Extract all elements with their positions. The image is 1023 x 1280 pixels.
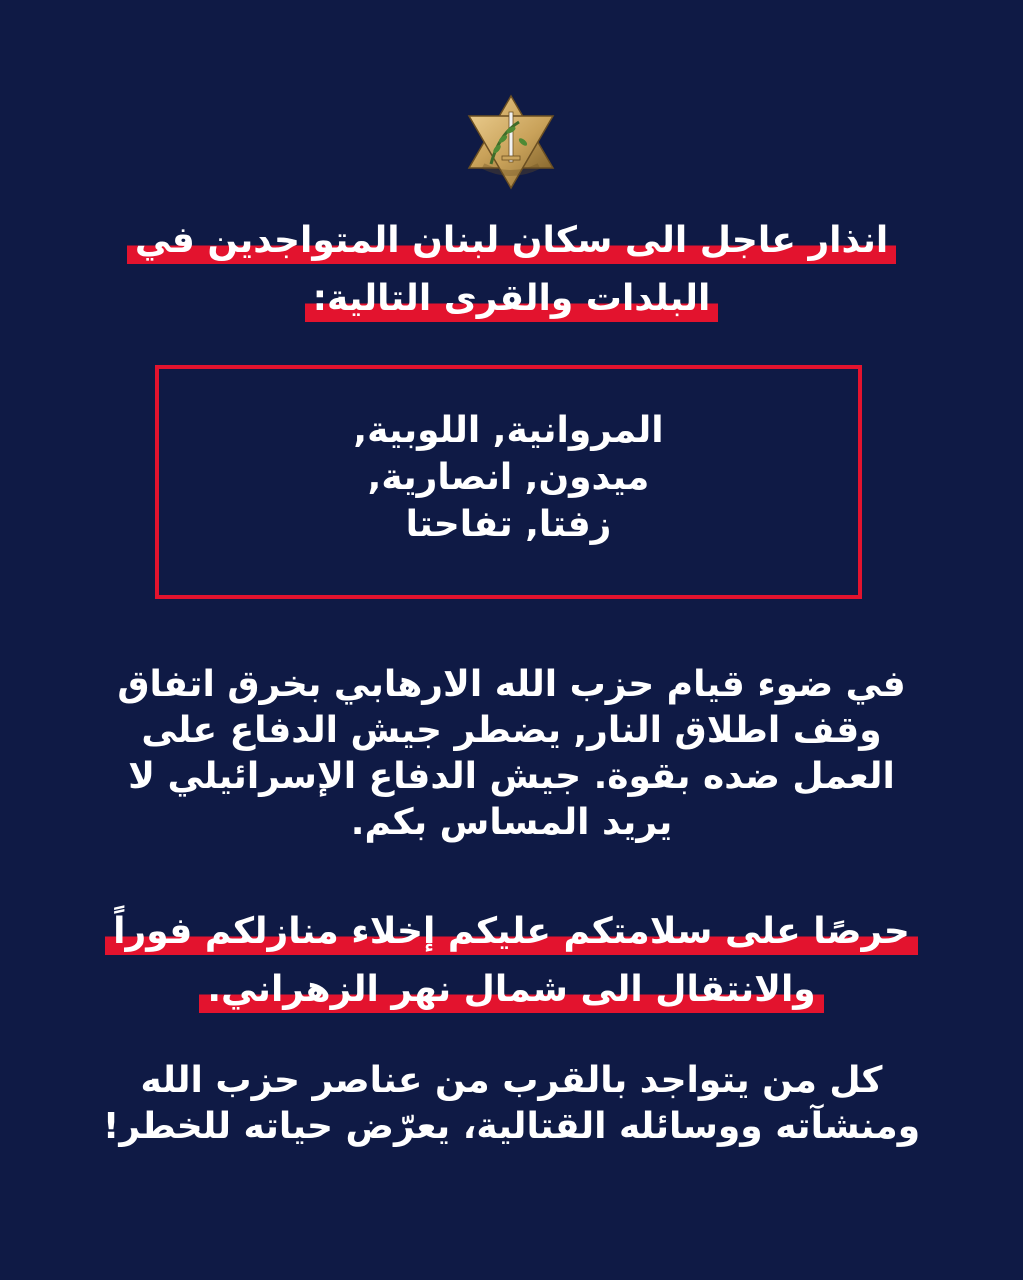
headline-line-1-text: انذار عاجل الى سكان لبنان المتواجدين في (127, 212, 896, 270)
warning-line-1-text: حرصًا على سلامتكم عليكم إخلاء منازلكم فوراً (105, 903, 918, 961)
towns-line-3: زفتا, تفاحتا (405, 504, 612, 545)
idf-emblem-icon (461, 94, 561, 190)
paragraph2-line-1: كل من يتواجد بالقرب من عناصر حزب الله (140, 1060, 883, 1101)
paragraph1-line-3: العمل ضده بقوة. جيش الدفاع الإسرائيلي لا (128, 756, 895, 797)
warning-line-2 (0, 961, 1023, 1019)
paragraph2-line-2: ومنشآته ووسائله القتالية، يعرّض حياته للخطر! (102, 1106, 921, 1147)
warning-line-2-text: والانتقال الى شمال نهر الزهراني. (199, 961, 823, 1019)
headline-line-2 (0, 270, 1023, 328)
paragraph1-line-2: وقف اطلاق النار, يضطر جيش الدفاع على (141, 710, 882, 751)
paragraph1-line-4: يريد المساس بكم. (350, 802, 673, 843)
evacuation-warning (0, 903, 1023, 1019)
towns-line-1: المروانية, اللوبية, (353, 410, 664, 451)
headline (0, 212, 1023, 328)
towns-list (159, 407, 858, 548)
towns-line-2: ميدون, انصارية, (367, 457, 650, 498)
headline-line-2-text: البلدات والقرى التالية: (305, 270, 719, 328)
paragraph-ceasefire (0, 662, 1023, 846)
paragraph1-line-1: في ضوء قيام حزب الله الارهابي بخرق اتفاق (117, 664, 906, 705)
towns-box (155, 365, 862, 599)
paragraph-danger (0, 1058, 1023, 1150)
warning-line-1 (0, 903, 1023, 961)
headline-line-1 (0, 212, 1023, 270)
